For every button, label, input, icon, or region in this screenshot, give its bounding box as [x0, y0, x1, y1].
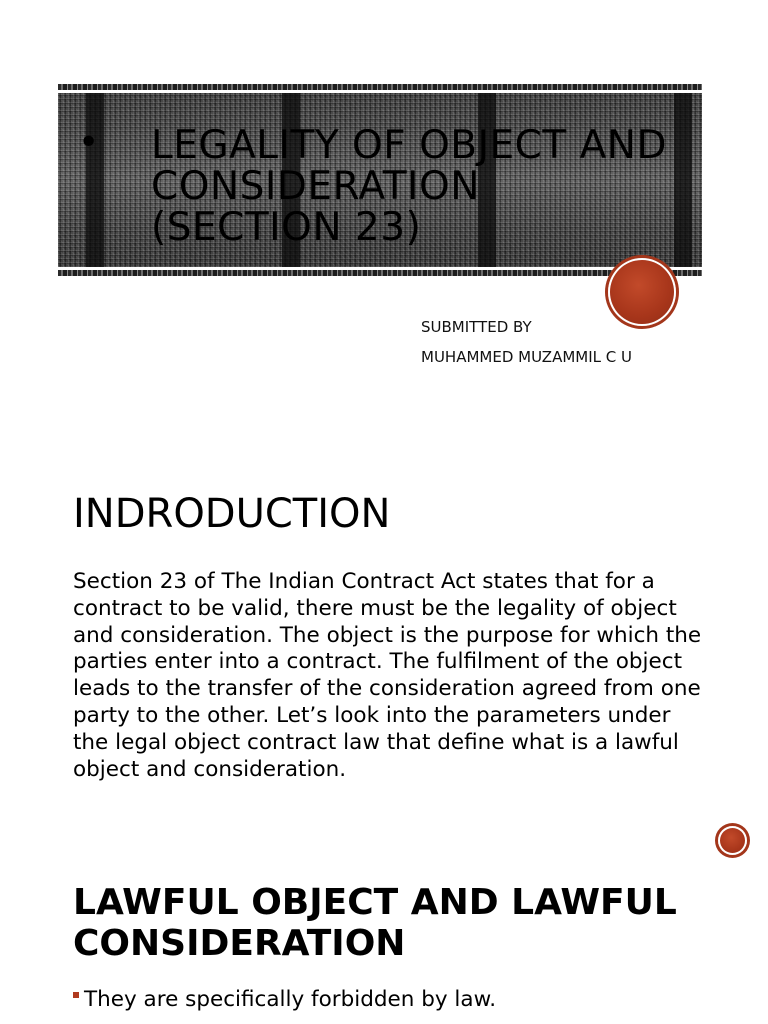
list-item: [73, 986, 496, 1014]
introduction-heading: INDRODUCTION: [73, 491, 391, 537]
decorative-small-circle-icon: [718, 826, 747, 855]
banner-bottom-rule: [58, 270, 702, 276]
lawful-object-list: [73, 986, 496, 1014]
list-item-text: They are specifically forbidden by law.: [84, 987, 497, 1012]
submitted-by-block: [421, 312, 632, 372]
slide-title: LEGALITY OF OBJECT AND CONSIDERATION (SECTION 23): [151, 123, 668, 250]
submitted-by-label: SUBMITTED BY: [421, 318, 532, 336]
banner-texture: [58, 93, 702, 267]
lawful-object-heading: LAWFUL OBJECT AND LAWFUL CONSIDERATION: [73, 882, 677, 964]
banner-top-rule: [58, 84, 702, 90]
author-name: MUHAMMED MUZAMMIL C U: [421, 348, 632, 366]
title-banner: [58, 84, 702, 278]
square-bullet-icon: [73, 992, 79, 998]
introduction-body: Section 23 of The Indian Contract Act states that for a contract to be valid, there must be the legality of object and consideration. The object is the purpose for which the parties enter into a contract. The fulfilment of the object leads to the transfer of the consideration agreed from one party to the other. Let’s look into the parameters under the legal object contract law that define what is a lawful object and consideration.: [73, 569, 702, 782]
title-bullet: •: [78, 122, 100, 163]
